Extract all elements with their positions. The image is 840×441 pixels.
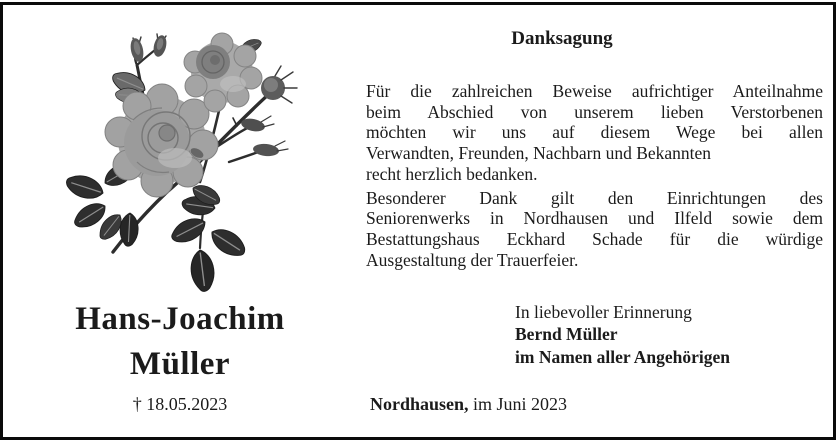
death-date: † 18.05.2023 [132,394,228,414]
thanks-line: recht herzlich bedanken. [366,163,538,184]
special-thanks-line: Besonderer Dank gilt den Einrichtungen des [366,187,823,208]
thanks-line: Für die zahlreichen Beweise aufrichtiger Anteilnahme [366,81,823,101]
notice-body [366,81,823,270]
mourner-name: Bernd Müller [515,324,618,345]
closing-suffix: im Namen aller Angehörigen [515,346,731,367]
closing-intro: In liebevoller Erinnerung [515,302,692,322]
notice-heading: Danksagung [511,28,613,49]
place-date-line [370,393,567,415]
date-text: im Juni 2023 [468,394,568,414]
special-thanks-line: Seniorenwerks in Nordhausen und Ilfeld sowie dem [366,208,823,229]
rose-engraving-icon [45,10,325,300]
deceased-name [30,297,330,387]
notice-text-column [366,0,823,441]
special-thanks-line: Bestattungshaus Eckhard Schade für die würdige [366,228,823,249]
special-thanks-line: Ausgestaltung der Trauerfeier. [366,249,579,270]
thanks-line: beim Abschied von unserem lieben Verstorbenen [366,101,823,122]
thanks-line: möchten wir uns auf diesem Wege bei allen [366,122,823,143]
thanks-line: Verwandten, Freunden, Nachbarn und Bekannten [366,143,712,164]
deceased-first-name: Hans-Joachim [75,301,285,337]
deceased-last-name: Müller [129,346,231,382]
place-name: Nordhausen, [370,394,469,414]
closing-block [515,301,730,368]
